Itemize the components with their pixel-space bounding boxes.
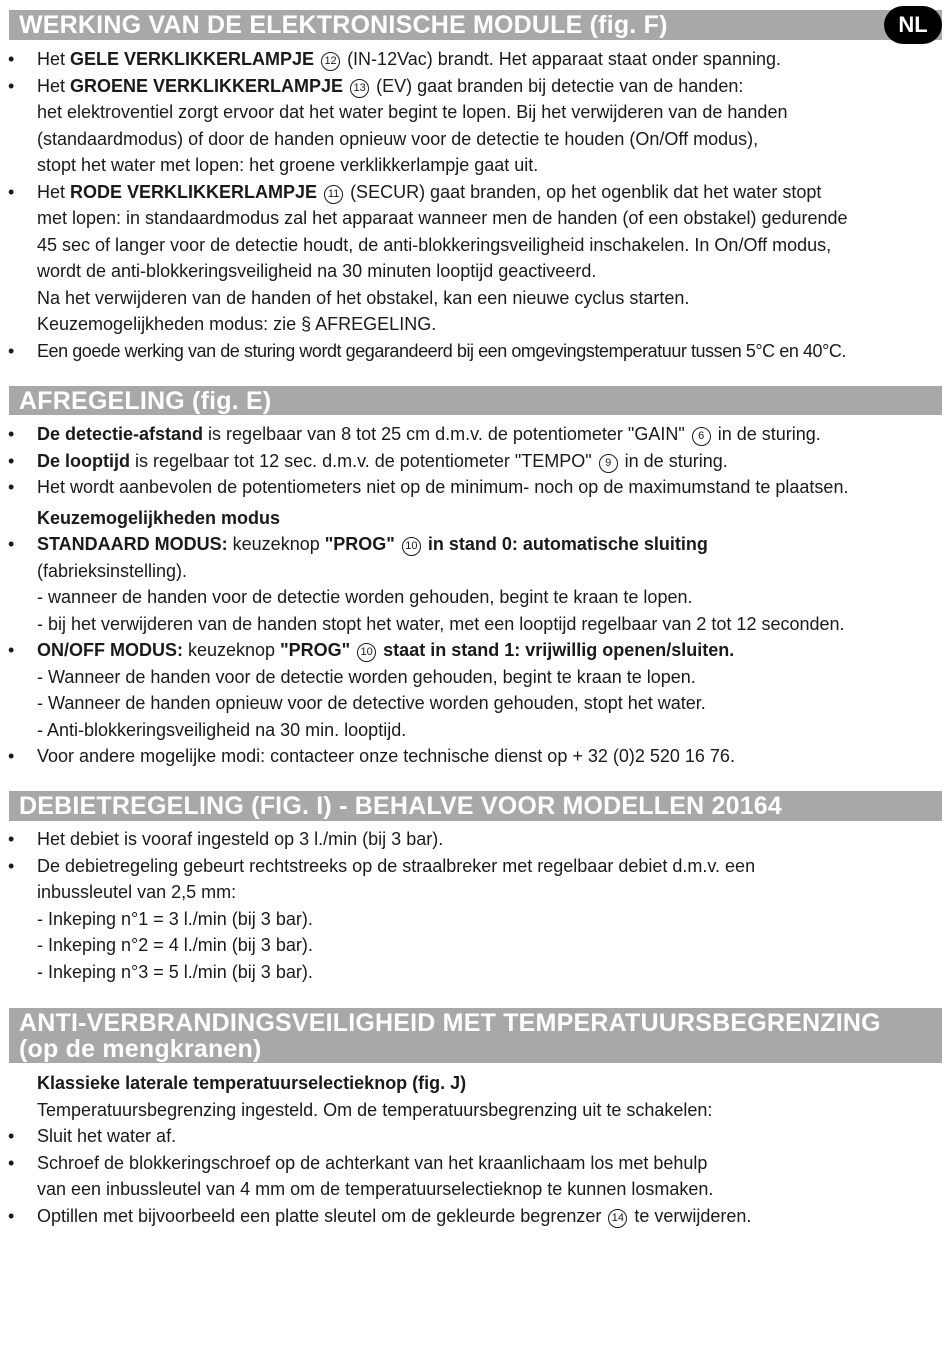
text-run <box>350 640 355 660</box>
text-run: - Wanneer de handen opnieuw voor de detective worden gehouden, stopt het water. <box>37 693 706 713</box>
section-header-anti-verbranding <box>9 1008 942 1063</box>
text-run: (EV) gaat branden bij detectie van de handen: <box>371 75 744 96</box>
text-run: Het <box>37 181 71 202</box>
text-line <box>0 906 950 933</box>
text-run: (SECUR) gaat branden, op het ogenblik dat het water stopt <box>345 181 822 202</box>
bold-text: ON/OFF MODUS: <box>37 640 183 660</box>
bold-text: GROENE VERKLIKKERLAMPJE <box>70 75 344 96</box>
text-run: inbussleutel van 2,5 mm: <box>37 882 237 902</box>
bold-text: STANDAARD MODUS: <box>37 534 228 554</box>
text-line <box>0 932 950 959</box>
text-run: - Inkeping n°1 = 3 l./min (bij 3 bar). <box>37 908 313 929</box>
text-line <box>0 690 950 717</box>
circled-number-label: 14 <box>608 1209 627 1228</box>
text-run: wordt de anti-blokkeringsveiligheid na 30 minuten looptijd geactiveerd. <box>37 261 597 281</box>
section-title: AFREGELING (fig. E) <box>19 387 272 415</box>
text-run: - bij het verwijderen van de handen stopt het water, met een looptijd regelbaar van 2 tot 12 seconden. <box>37 613 845 634</box>
text-run <box>317 182 322 202</box>
bullet-item <box>0 448 950 475</box>
text-run: van een inbussleutel van 4 mm om de temperatuurselectieknop te kunnen losmaken. <box>37 1179 714 1199</box>
text-run: - wanneer de handen voor de detectie worden gehouden, begint te kraan te lopen. <box>37 587 693 607</box>
bullet-item <box>0 1123 950 1150</box>
text-line <box>0 1097 950 1124</box>
section-title: WERKING VAN DE ELEKTRONISCHE MODULE (fig. F) <box>19 11 668 39</box>
section-header-afregeling <box>9 386 942 415</box>
text-run <box>395 534 400 554</box>
bullet-item <box>0 743 950 770</box>
text-run <box>343 76 348 96</box>
text-run: Het <box>37 75 71 96</box>
bold-text: staat in stand 1: vrijwillig openen/sluiten. <box>378 640 735 660</box>
text-run: Voor andere mogelijke modi: contacteer onze technische dienst op + 32 (0)2 520 16 76. <box>37 746 735 766</box>
bold-text: "PROG" <box>324 534 395 554</box>
bullet-item <box>0 179 950 206</box>
bold-text: GELE VERKLIKKERLAMPJE <box>70 49 315 69</box>
text-run: keuzeknop <box>183 640 281 660</box>
bullet-item <box>0 46 950 73</box>
bold-text: in stand 0: automatische sluiting <box>422 534 708 554</box>
bullet-item <box>0 338 950 365</box>
text-run: - Anti-blokkeringsveiligheid na 30 min. looptijd. <box>37 719 407 740</box>
text-line <box>0 232 950 259</box>
text-run: met lopen: in standaardmodus zal het apparaat wanneer men de handen (of een obstakel) gedurende <box>37 208 848 228</box>
text-run: stopt het water met lopen: het groene verklikkerlampje gaat uit. <box>37 155 539 175</box>
text-run: is regelbaar van 8 tot 25 cm d.m.v. de potentiometer "GAIN" <box>203 424 690 444</box>
bullet-item <box>0 1203 950 1230</box>
section-title: ANTI-VERBRANDINGSVEILIGHEID MET TEMPERATUURSBEGRENZING <box>19 1009 881 1037</box>
bullet-item <box>0 1150 950 1177</box>
bold-text: Klassieke laterale temperatuurselectieknop (fig. J) <box>37 1073 467 1093</box>
text-run: het elektroventiel zorgt ervoor dat het water begint te lopen. Bij het verwijderen van de handen <box>37 102 788 122</box>
text-run: - Inkeping n°3 = 5 l./min (bij 3 bar). <box>37 961 313 982</box>
circled-number-label: 10 <box>402 537 421 556</box>
text-line <box>0 311 950 338</box>
text-run: Het wordt aanbevolen de potentiometers niet op de minimum- noch op de maximumstand te plaatsen. <box>37 477 849 497</box>
text-line <box>0 205 950 232</box>
text-run: Keuzemogelijkheden modus: zie § AFREGELING. <box>37 314 437 334</box>
circled-number-label: 12 <box>321 52 340 71</box>
text-run: (fabrieksinstelling). <box>37 560 188 581</box>
text-run: (IN-12Vac) brandt. Het apparaat staat onder spanning. <box>342 49 781 69</box>
bullet-item <box>0 531 950 558</box>
text-line <box>0 611 950 638</box>
text-run: Sluit het water af. <box>37 1126 177 1146</box>
text-line <box>0 285 950 312</box>
bullet-item <box>0 826 950 853</box>
circled-number-label: 6 <box>692 427 711 446</box>
text-run: in de sturing. <box>712 424 821 444</box>
section-body <box>0 46 950 364</box>
text-line <box>0 879 950 906</box>
section-body <box>0 1070 950 1229</box>
text-run: Optillen met bijvoorbeeld een platte sleutel om de gekleurde begrenzer <box>37 1205 607 1226</box>
text-line <box>0 664 950 691</box>
text-run: - Wanneer de handen voor de detectie worden gehouden, begint te kraan te lopen. <box>37 666 696 687</box>
text-run: in de sturing. <box>619 450 728 471</box>
bold-text: De looptijd <box>37 450 130 471</box>
bold-text: De detectie-afstand <box>37 424 204 444</box>
text-run: - Inkeping n°2 = 4 l./min (bij 3 bar). <box>37 935 313 955</box>
text-line <box>0 1176 950 1203</box>
section-body <box>0 826 950 985</box>
bullet-item <box>0 853 950 880</box>
text-run: Na het verwijderen van de handen of het obstakel, kan een nieuwe cyclus starten. <box>37 287 690 308</box>
text-run: De debietregeling gebeurt rechtstreeks op de straalbreker met regelbaar debiet d.m.v. een <box>37 855 756 876</box>
text-run: Het debiet is vooraf ingesteld op 3 l./min (bij 3 bar). <box>37 829 444 849</box>
text-line <box>0 99 950 126</box>
section-header-werking <box>9 10 942 40</box>
circled-number-label: 11 <box>324 185 343 204</box>
circled-number-label: 10 <box>357 643 376 662</box>
text-run: Schroef de blokkeringschroef op de achterkant van het kraanlichaam los met behulp <box>37 1152 708 1173</box>
bullet-item <box>0 637 950 664</box>
text-line <box>0 1070 950 1097</box>
text-run: Temperatuursbegrenzing ingesteld. Om de temperatuursbegrenzing uit te schakelen: <box>37 1099 713 1120</box>
language-badge: NL <box>884 6 942 44</box>
bullet-item <box>0 421 950 448</box>
text-run: Het <box>37 49 71 69</box>
text-run: keuzeknop <box>227 534 325 554</box>
text-line <box>0 152 950 179</box>
circled-number-label: 9 <box>599 454 618 473</box>
section-title: DEBIETREGELING (FIG. I) - BEHALVE VOOR MODELLEN 20164 <box>19 792 783 820</box>
bold-text: RODE VERKLIKKERLAMPJE <box>70 181 318 202</box>
bullet-item <box>0 73 950 100</box>
text-run: te verwijderen. <box>629 1205 752 1226</box>
section-subtitle: (op de mengkranen) <box>19 1035 262 1063</box>
bullet-item <box>0 474 950 501</box>
text-run: (standaardmodus) of door de handen opnieuw voor de detectie te houden (On/Off modus), <box>37 128 759 149</box>
text-line <box>0 505 950 532</box>
text-line <box>0 258 950 285</box>
circled-number-label: 13 <box>350 79 369 98</box>
section-header-debietregeling <box>9 791 942 821</box>
text-run: is regelbaar tot 12 sec. d.m.v. de potentiometer "TEMPO" <box>130 450 597 471</box>
text-run: 45 sec of langer voor de detectie houdt, de anti-blokkeringsveiligheid inschakelen. In On/Off modus, <box>37 234 832 255</box>
section-body <box>0 421 950 770</box>
text-line <box>0 717 950 744</box>
bold-text: "PROG" <box>280 640 351 660</box>
bold-text: Keuzemogelijkheden modus <box>37 507 281 528</box>
text-run <box>314 49 319 69</box>
text-run: Een goede werking van de sturing wordt gegarandeerd bij een omgevingstemperatuur tussen 5°C en 40°C. <box>37 340 846 361</box>
text-line <box>0 584 950 611</box>
text-line <box>0 126 950 153</box>
text-line <box>0 959 950 986</box>
text-line <box>0 558 950 585</box>
